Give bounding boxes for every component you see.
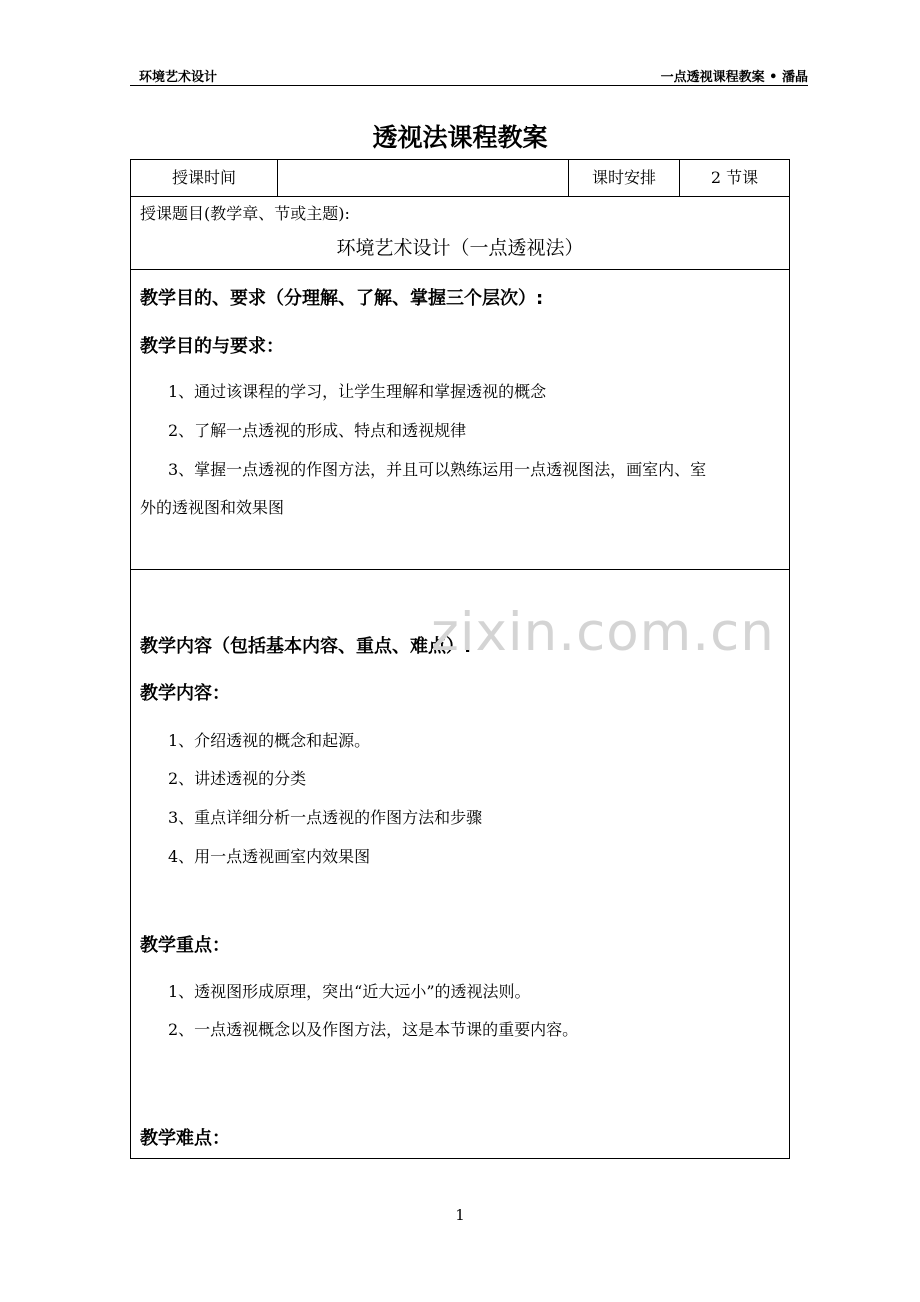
topic-label: 授课题目(教学章、节或主题): [140,204,350,223]
hours-label: 课时安排 [591,168,656,187]
row-divider [131,196,789,197]
header-right-text: 一点透视课程教案 • 潘晶 [660,70,808,85]
objectives-subheading: 教学目的与要求： [140,336,284,357]
header-divider [130,85,808,86]
time-label: 授课时间 [171,168,236,187]
content-item: 3、重点详细分析一点透视的作图方法和步骤 [168,808,483,827]
hours-value: 2 节课 [710,168,759,187]
objectives-heading: 教学目的、要求（分理解、了解、掌握三个层次）: [140,288,544,309]
watermark: zixin.com.cn [431,602,775,663]
row-divider [131,269,789,270]
content-item: 1、介绍透视的概念和起源。 [168,731,371,750]
objective-item: 3、掌握一点透视的作图方法，并且可以熟练运用一点透视图法，画室内、室 [168,460,707,479]
objective-item: 1、通过该课程的学习，让学生理解和掌握透视的概念 [168,382,547,401]
header-left-text: 环境艺术设计 [139,70,218,85]
page-number: 1 [455,1206,465,1224]
content-subheading: 教学内容： [140,683,230,704]
content-heading: 教学内容（包括基本内容、重点、难点）: [140,636,472,657]
difficulties-heading: 教学难点： [140,1128,230,1149]
content-item: 2、讲述透视的分类 [168,769,307,788]
cell-divider [277,160,278,196]
key-points-heading: 教学重点： [140,935,230,956]
key-point-item: 1、透视图形成原理，突出“近大远小”的透视法则。 [168,982,531,1001]
objective-item-continued: 外的透视图和效果图 [140,498,285,517]
key-point-item: 2、一点透视概念以及作图方法，这是本节课的重要内容。 [168,1020,579,1039]
document-title: 透视法课程教案 [372,123,548,152]
topic-value: 环境艺术设计（一点透视法） [336,237,584,259]
objective-item: 2、了解一点透视的形成、特点和透视规律 [168,421,467,440]
row-divider [131,569,789,570]
content-item: 4、用一点透视画室内效果图 [168,847,371,866]
